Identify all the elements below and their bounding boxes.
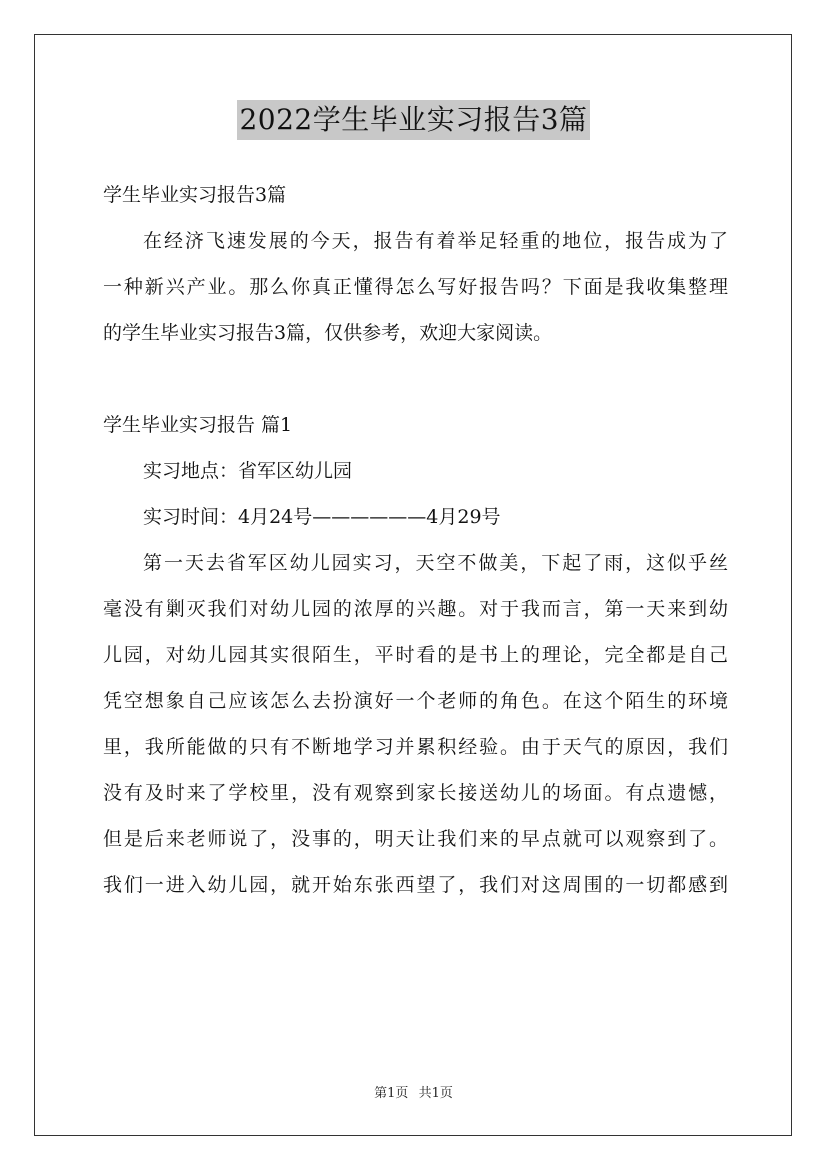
body-line: 里，我所能做的只有不断地学习并累积经验。由于天气的原因，我们 xyxy=(103,736,728,758)
document-subtitle: 学生毕业实习报告3篇 xyxy=(103,184,287,206)
intro-line: 一种新兴产业。那么你真正懂得怎么写好报告吗？下面是我收集整理 xyxy=(103,276,728,298)
internship-time: 实习时间：4月24号——————4月29号 xyxy=(143,506,501,528)
document-title: 2022学生毕业实习报告3篇 xyxy=(237,100,589,140)
body-line: 儿园，对幼儿园其实很陌生，平时看的是书上的理论，完全都是自己 xyxy=(103,644,728,666)
page-total: 共1页 xyxy=(418,1086,453,1101)
blank-line xyxy=(103,356,728,402)
body-line: 没有及时来了学校里，没有观察到家长接送幼儿的场面。有点遗憾， xyxy=(103,782,728,804)
body-line: 第一天去省军区幼儿园实习，天空不做美，下起了雨，这似乎丝 xyxy=(143,552,728,574)
body-line: 凭空想象自己应该怎么去扮演好一个老师的角色。在这个陌生的环境 xyxy=(103,690,728,712)
page-footer xyxy=(0,1082,827,1101)
page-number: 第1页 xyxy=(374,1086,409,1101)
body-line: 但是后来老师说了，没事的，明天让我们来的早点就可以观察到了。 xyxy=(103,828,728,850)
body-line: 毫没有剿灭我们对幼儿园的浓厚的兴趣。对于我而言，第一天来到幼 xyxy=(103,598,728,620)
title-container xyxy=(0,100,827,140)
internship-location: 实习地点：省军区幼儿园 xyxy=(143,460,353,482)
document-body xyxy=(103,172,728,908)
intro-line: 在经济飞速发展的今天，报告有着举足轻重的地位，报告成为了 xyxy=(143,230,728,252)
intro-line: 的学生毕业实习报告3篇，仅供参考，欢迎大家阅读。 xyxy=(103,322,553,344)
body-line: 我们一进入幼儿园，就开始东张西望了，我们对这周围的一切都感到 xyxy=(103,874,728,896)
section-heading: 学生毕业实习报告 篇1 xyxy=(103,414,293,436)
